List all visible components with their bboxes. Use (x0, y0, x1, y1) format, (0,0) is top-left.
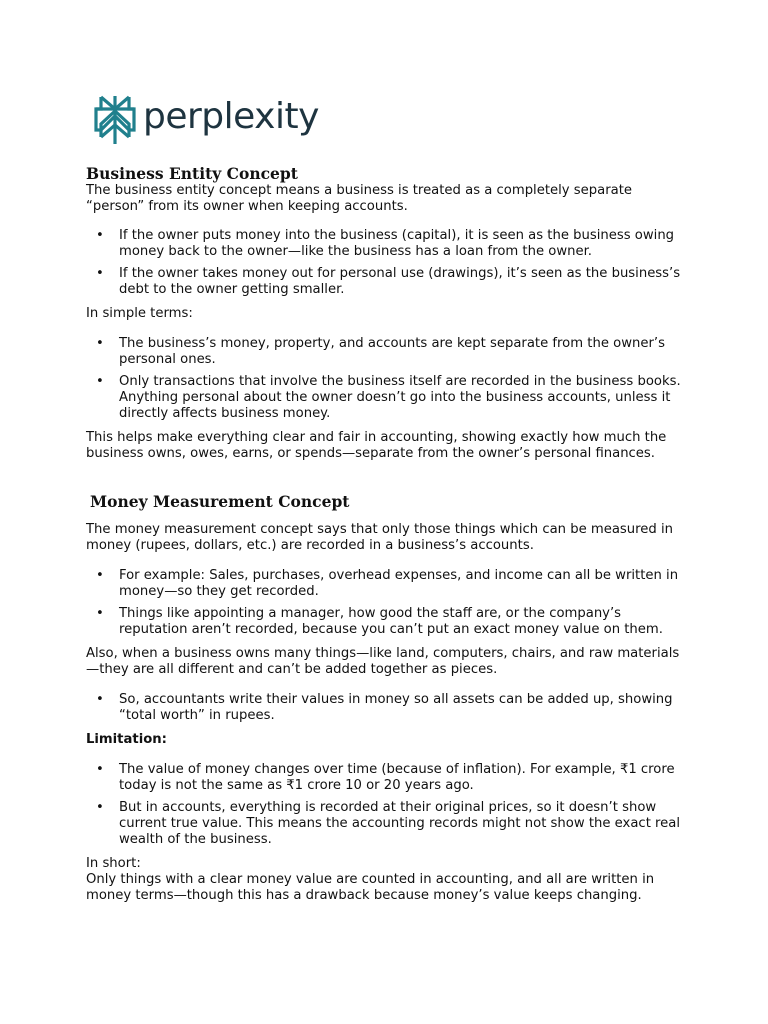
list-item (86, 228, 686, 260)
bullet-icon: • (96, 692, 104, 707)
business-entity-list-b (86, 336, 686, 422)
document-body (86, 164, 686, 904)
in-short-label: In short: (86, 856, 141, 871)
list-item-text: The value of money changes over time (because of inflation). For example, ₹1 crore today is not the same as ₹1 crore 10 or 20 years ago. (119, 762, 675, 793)
money-measurement-intro: The money measurement concept says that only those things which can be measured in money (rupees, dollars, etc.) are recorded in a business’s accounts. (86, 522, 673, 553)
perplexity-logo (94, 94, 319, 146)
list-item-text: For example: Sales, purchases, overhead expenses, and income can all be written in money—so they get recorded. (119, 568, 679, 599)
money-measurement-list-a (86, 568, 686, 638)
bullet-icon: • (96, 266, 104, 281)
list-item-text: But in accounts, everything is recorded at their original prices, so it doesn’t show current true value. This means the accounting records might not show the exact real wealth of the business. (119, 800, 681, 847)
bullet-icon: • (96, 336, 104, 351)
limitation-list (86, 762, 686, 848)
bullet-icon: • (96, 606, 104, 621)
list-item-text: If the owner puts money into the business (capital), it is seen as the business owing money back to the owner—like the business has a loan from the owner. (119, 228, 675, 259)
perplexity-mark-icon (94, 94, 136, 146)
list-item (86, 374, 686, 422)
money-measurement-list-b (86, 692, 686, 724)
business-entity-heading: Business Entity Concept (86, 164, 298, 183)
list-item (86, 800, 686, 848)
list-item (86, 762, 686, 794)
business-entity-intro: The business entity concept means a business is treated as a completely separate “person” from its owner when keeping accounts. (86, 183, 633, 214)
bullet-icon: • (96, 762, 104, 777)
list-item (86, 336, 686, 368)
bullet-icon: • (96, 228, 104, 243)
limitation-label: Limitation: (86, 732, 167, 747)
list-item (86, 266, 686, 298)
money-measurement-heading: Money Measurement Concept (90, 492, 350, 511)
bullet-icon: • (96, 374, 104, 389)
list-item (86, 568, 686, 600)
logo-wordmark: perplexity (143, 96, 319, 137)
list-item-text: Only transactions that involve the business itself are recorded in the business books. Anything personal about the owner doesn’t go into the business accounts, unless it directly affects business money. (119, 374, 681, 421)
list-item (86, 606, 686, 638)
bullet-icon: • (96, 568, 104, 583)
list-item-text: So, accountants write their values in money so all assets can be added up, showing “total worth” in rupees. (119, 692, 673, 723)
list-item-text: Things like appointing a manager, how good the staff are, or the company’s reputation aren’t recorded, because you can’t put an exact money value on them. (119, 606, 663, 637)
bullet-icon: • (96, 800, 104, 815)
also-paragraph: Also, when a business owns many things—like land, computers, chairs, and raw materials—they are all different and can’t be added together as pieces. (86, 646, 680, 677)
simple-terms-label: In simple terms: (86, 306, 193, 321)
in-short-text: Only things with a clear money value are counted in accounting, and all are written in money terms—though this has a drawback because money’s value keeps changing. (86, 872, 655, 903)
business-entity-conclusion: This helps make everything clear and fair in accounting, showing exactly how much the business owns, owes, earns, or spends—separate from the owner’s personal finances. (86, 430, 667, 461)
list-item-text: The business’s money, property, and accounts are kept separate from the owner’s personal ones. (119, 336, 665, 367)
list-item (86, 692, 686, 724)
business-entity-list-a (86, 228, 686, 298)
list-item-text: If the owner takes money out for personal use (drawings), it’s seen as the business’s debt to the owner getting smaller. (119, 266, 681, 297)
